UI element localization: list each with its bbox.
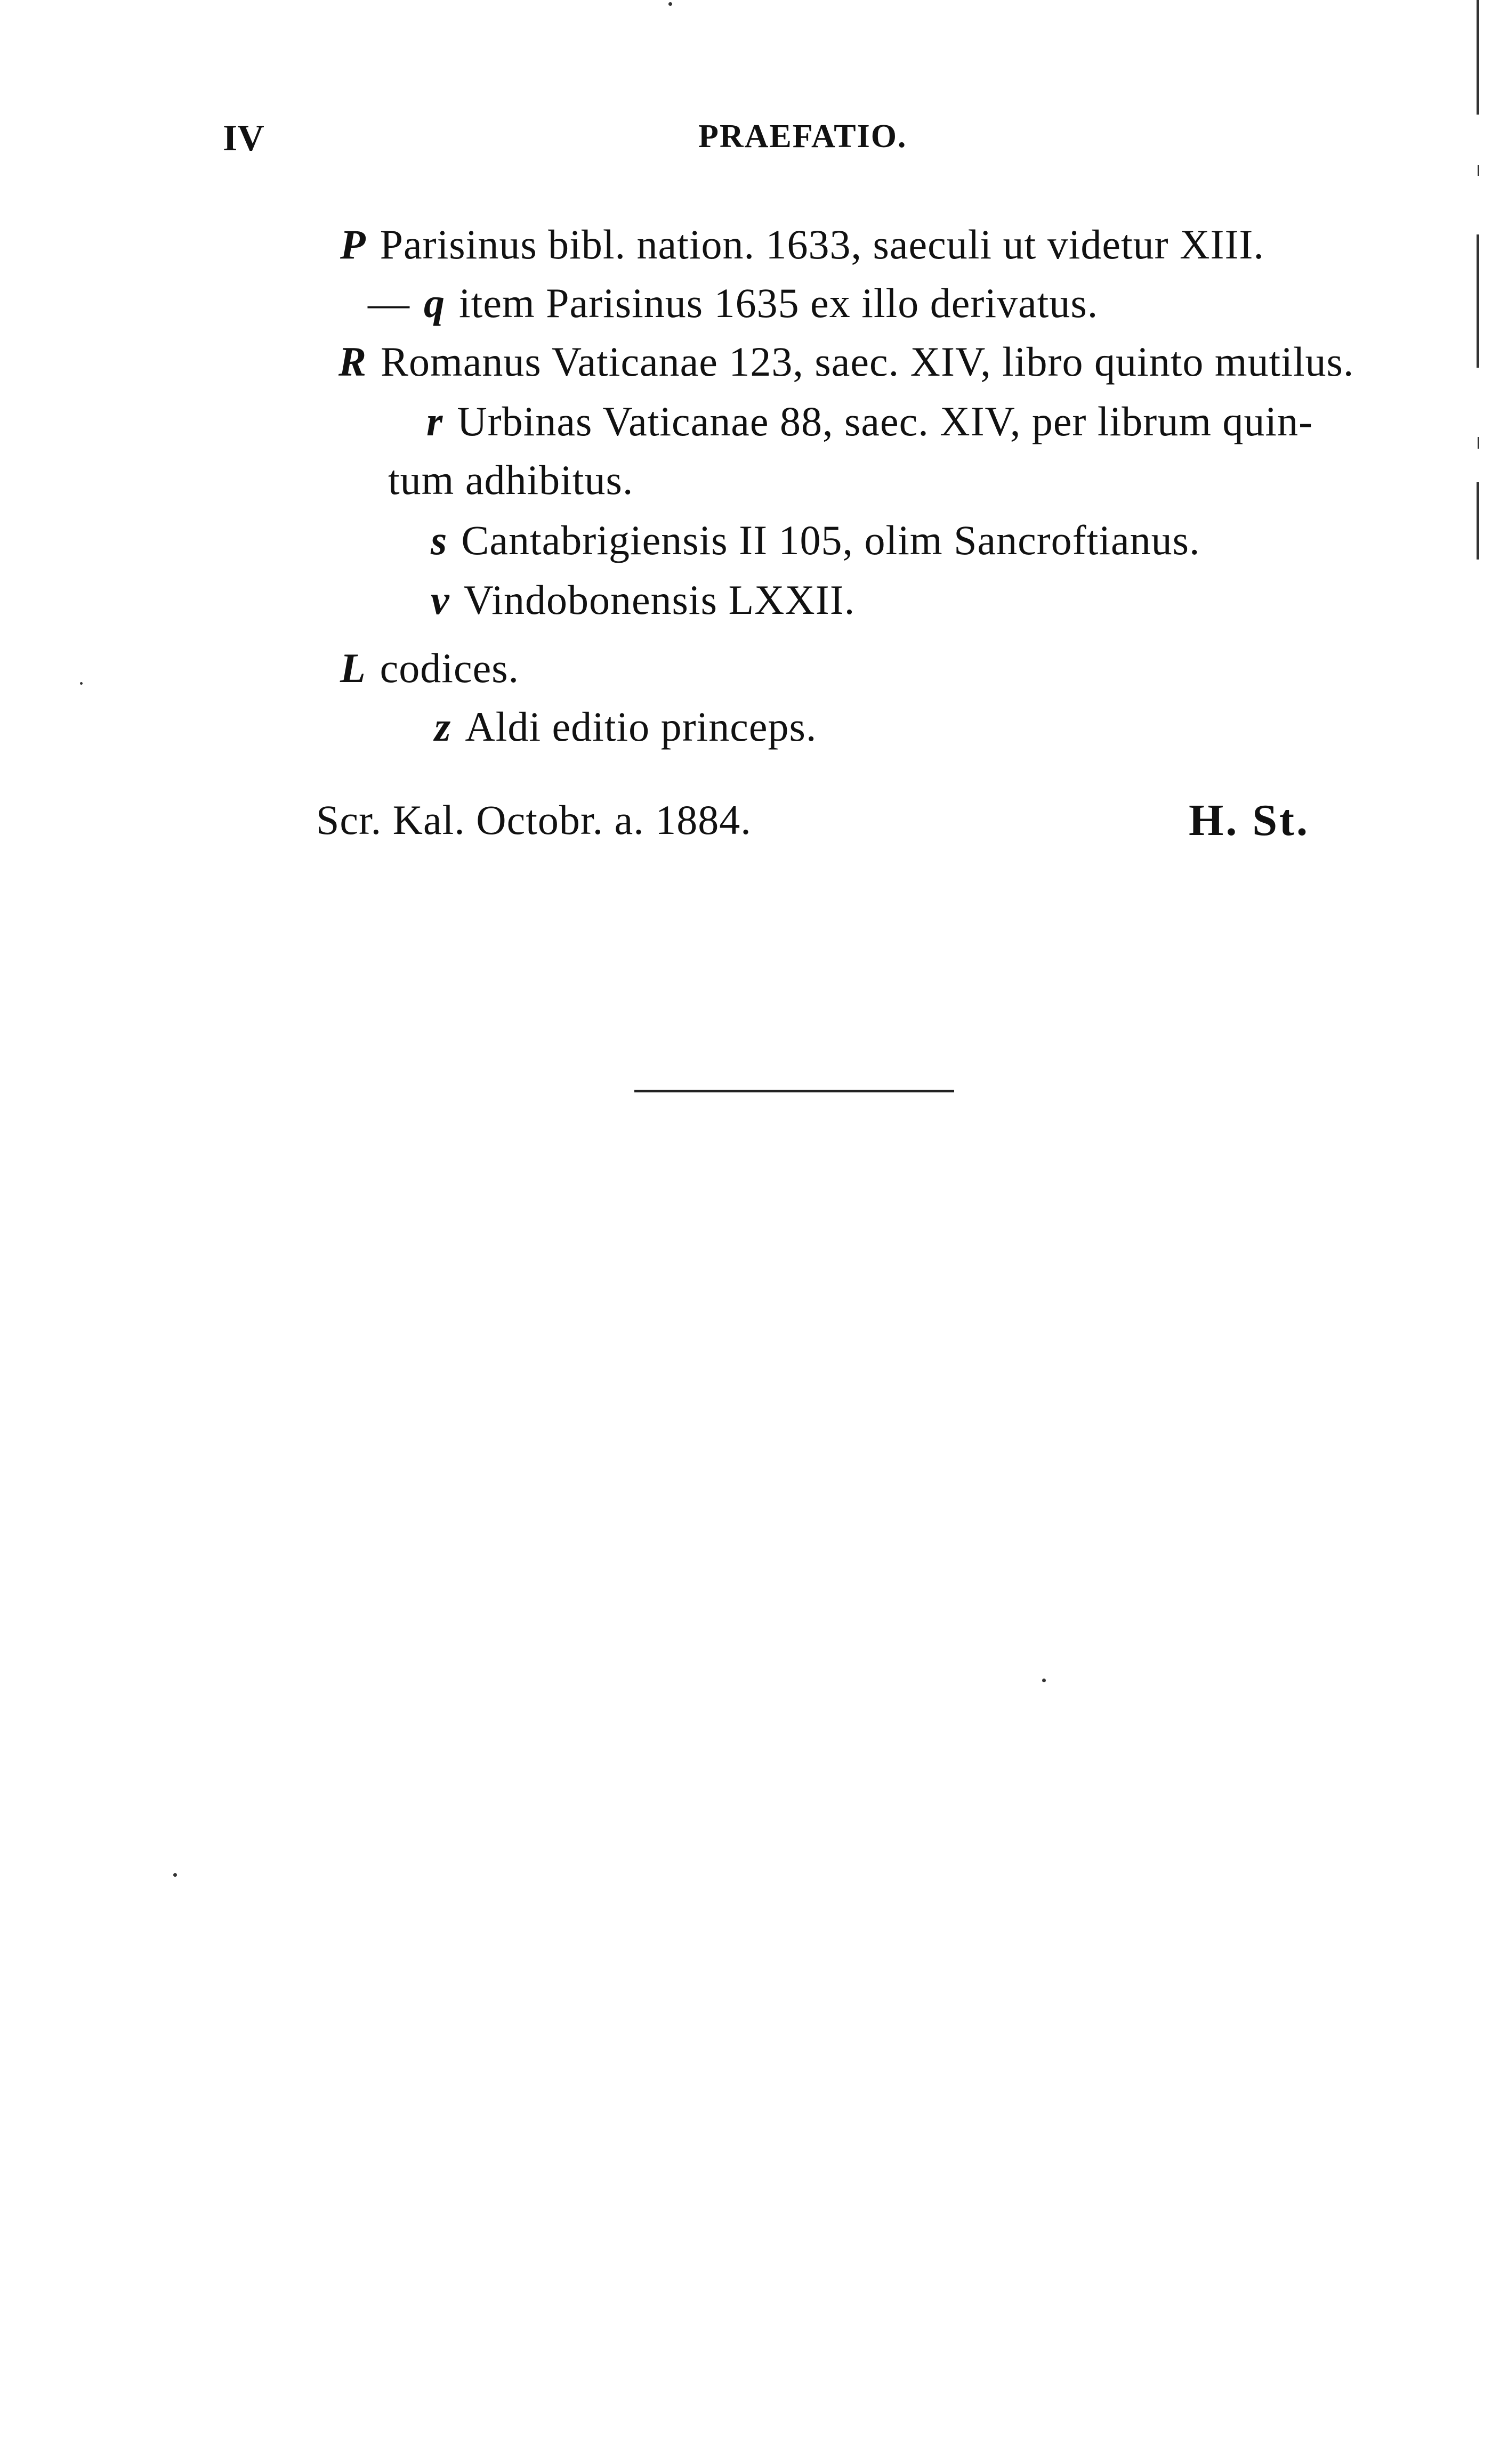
scan-edge-mark (1477, 0, 1479, 115)
entry-P (340, 221, 1264, 268)
entry-text: Cantabrigiensis II 105, olim Sancroftianus. (461, 517, 1200, 563)
end-rule (634, 1090, 954, 1092)
siglum: q (424, 280, 445, 326)
entry-q (368, 282, 1098, 324)
siglum: L (340, 645, 366, 691)
entry-text: Aldi editio princeps. (465, 703, 817, 750)
entry-text: tum adhibitus. (388, 457, 634, 503)
signoff-place-date: Scr. Kal. Octobr. a. 1884. (316, 797, 752, 843)
entry-text: Romanus Vaticanae 123, saec. XIV, libro quinto mutilus. (381, 338, 1354, 385)
entry-text: item Parisinus 1635 ex illo derivatus. (459, 280, 1099, 326)
entry-text: Vindobonensis LXXII. (463, 577, 856, 623)
page-number: IV (223, 118, 264, 159)
dash: — (368, 280, 410, 326)
scan-speck (668, 2, 672, 6)
entry-r-continuation (388, 459, 633, 501)
siglum: z (434, 703, 451, 750)
entry-v (431, 579, 855, 621)
entry-z (434, 703, 817, 750)
entry-text: Urbinas Vaticanae 88, saec. XIV, per librum quin- (457, 398, 1313, 444)
entry-r (426, 398, 1313, 444)
scan-edge-mark (1478, 165, 1479, 176)
scan-edge-mark (1477, 482, 1479, 560)
siglum: R (338, 338, 367, 385)
entry-R (338, 338, 1354, 385)
scan-edge-mark (1477, 234, 1479, 368)
scan-speck (1042, 1679, 1046, 1682)
scan-speck (173, 1873, 177, 1877)
siglum: P (340, 221, 366, 268)
entry-text: Parisinus bibl. nation. 1633, saeculi ut videtur XIII. (380, 221, 1264, 268)
signoff-initials: H. St. (1189, 796, 1310, 845)
entry-L (340, 647, 519, 689)
siglum: v (431, 577, 450, 623)
entry-text: codices. (380, 645, 520, 691)
scan-edge-mark (1478, 437, 1479, 449)
entry-s (431, 517, 1200, 563)
siglum: s (431, 517, 448, 563)
siglum: r (426, 398, 443, 444)
scan-speck (80, 682, 83, 685)
running-title: PRAEFATIO. (698, 118, 907, 155)
